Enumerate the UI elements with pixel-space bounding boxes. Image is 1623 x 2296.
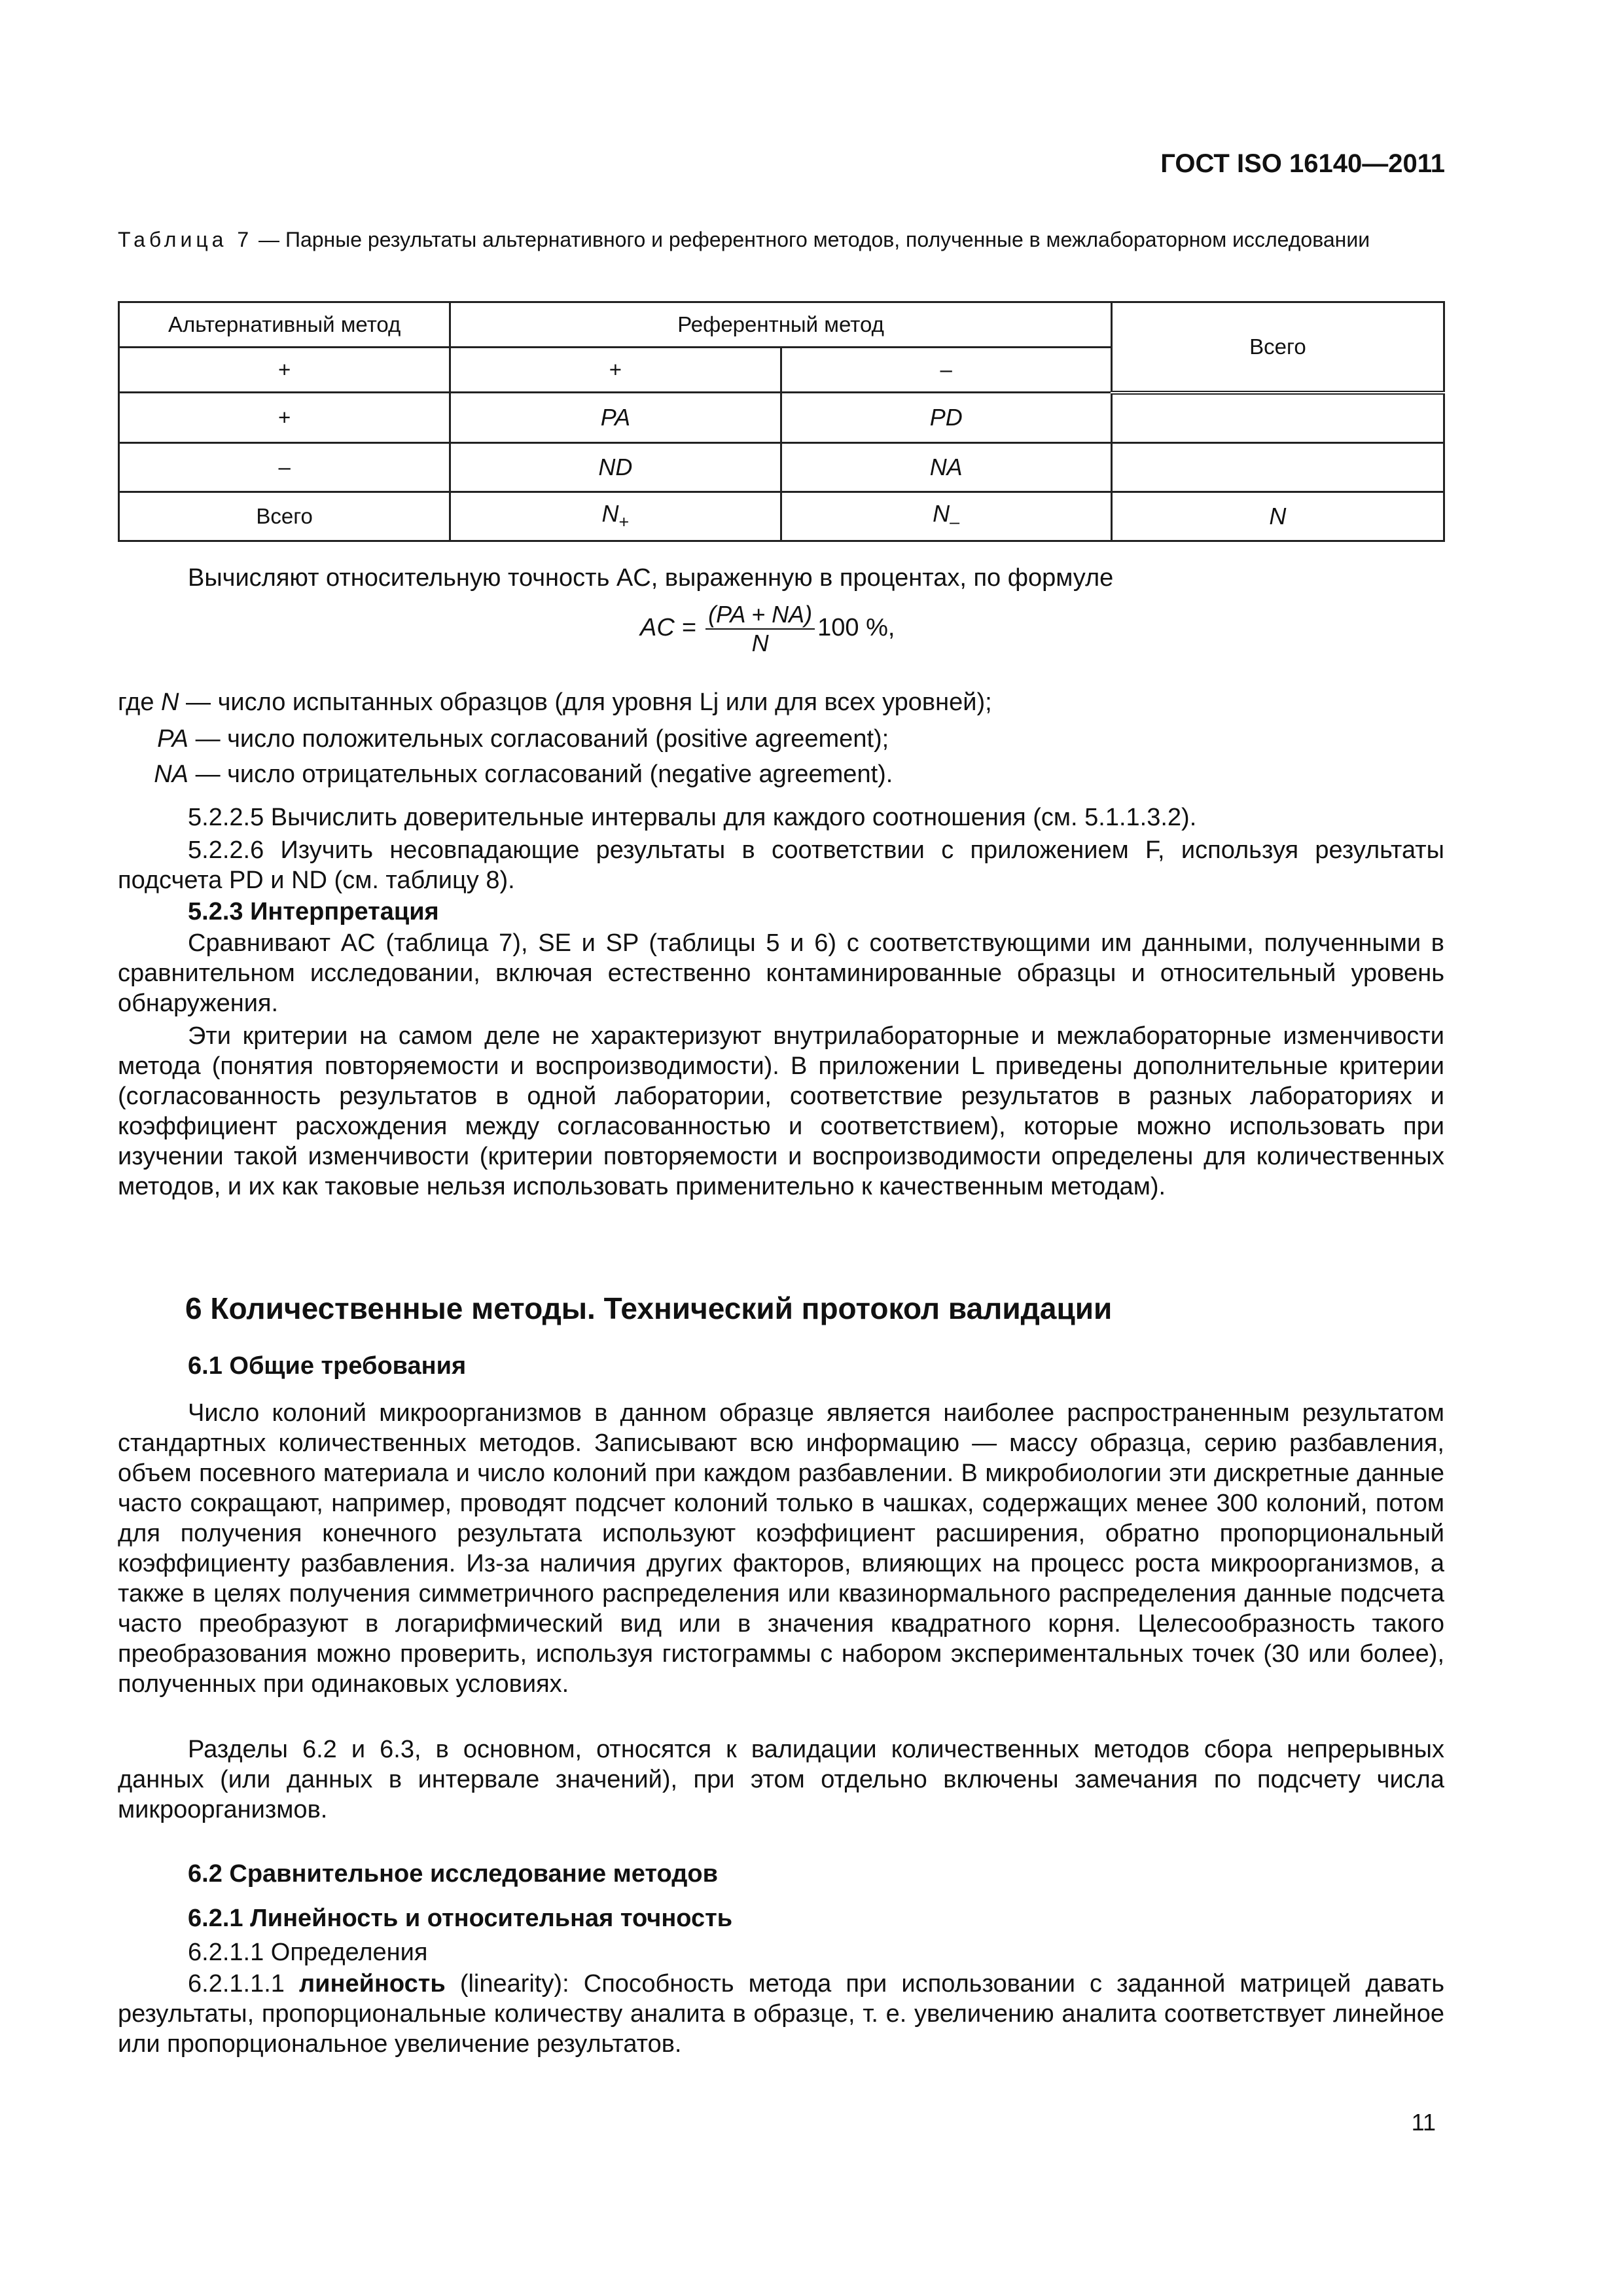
cell-n-minus: $N_-$ (781, 492, 1111, 541)
heading-5-2-3: 5.2.3 Интерпретация (188, 898, 439, 925)
cell-total-label: Всего (119, 492, 450, 541)
heading-6-2-1: 6.2.1 Линейность и относительная точность (188, 1905, 733, 1932)
paragraph-5-2-3-b: Эти критерии на самом деле не характеризуют внутрилабораторные и межлабораторные изменчивости метода (понятия повторяемости и воспроизводимости). В приложении L приведены дополнительные критерии (согласованность результатов в одной лаборатории, соответствие результатов в разных лабораториях и коэффициент расхождения между согласованностью и соответствием), которые можно использовать при изучении такой изменчивости (критерии повторяемости и воспроизводимости определены для количественных методов, и их как таковые нельзя использовать применительно к качественным методам). (118, 1022, 1444, 1200)
standard-header: ГОСТ ISO 16140—2011 (1160, 149, 1445, 178)
paragraph-6-2-1-1-1: 6.2.1.1.1 линейность (linearity): Способность метода при использовании с заданной матрицей давать результаты, пропорциональные количеству аналита в образце, т. е. увеличению аналита соответствует линейное или пропорциональное увеличение результатов. (118, 1970, 1444, 2058)
cell-total (1111, 442, 1444, 492)
paragraph-5-2-2-5: 5.2.2.5 Вычислить доверительные интервалы для каждого соотношения (см. 5.1.1.3.2). (188, 804, 1197, 831)
heading-section-6: 6 Количественные методы. Технический протокол валидации (185, 1291, 1113, 1325)
cell-n-total: N (1111, 492, 1444, 541)
subheader-ref-minus: – (781, 348, 1111, 393)
where-line: PA — число положительных согласований (positive agreement); (157, 725, 889, 753)
formula-numerator: (PA + NA) (705, 601, 815, 630)
cell-n-plus: $N_+$ (450, 492, 781, 541)
formula-fraction (705, 601, 815, 657)
col-header-alternative: Альтернативный метод (119, 302, 450, 348)
cell-alt: – (119, 442, 450, 492)
paragraph-5-2-3-a: Сравнивают AC (таблица 7), SE и SP (таблицы 5 и 6) с соответствующими им данными, полученными в сравнительном исследовании, включая естественно контаминированные образцы и относительный уровень обнаружения. (118, 929, 1444, 1017)
cell-total (1111, 393, 1444, 443)
where-line: где N — число испытанных образцов (для уровня Lj или для всех уровней); (118, 689, 992, 716)
paragraph-6-2-1-1: 6.2.1.1 Определения (188, 1939, 428, 1966)
formula-ac (640, 601, 895, 657)
formula-lhs: AC = (640, 614, 696, 642)
heading-6-1: 6.1 Общие требования (188, 1352, 467, 1380)
cell-ref-minus: PD (781, 393, 1111, 443)
cell-ref-plus: PA (450, 393, 781, 443)
heading-6-2: 6.2 Сравнительное исследование методов (188, 1860, 718, 1888)
cell-ref-plus: ND (450, 442, 781, 492)
where-line: NA — число отрицательных согласований (negative agreement). (154, 761, 893, 788)
table-caption-text: — Парные результаты альтернативного и референтного методов, полученные в межлабораторном исследовании (253, 228, 1370, 251)
cell-alt: + (119, 393, 450, 443)
table-total-row (119, 492, 1444, 541)
table-row (119, 393, 1444, 443)
paragraph-5-2-2-6: 5.2.2.6 Изучить несовпадающие результаты в соответствии с приложением F, используя результаты подсчета PD и ND (см. таблицу 8). (118, 836, 1444, 894)
subheader-ref-plus: + (450, 348, 781, 393)
table-caption (118, 226, 1444, 253)
formula-intro: Вычисляют относительную точность AC, выраженную в процентах, по формуле (188, 564, 1114, 592)
cell-ref-minus: NA (781, 442, 1111, 492)
formula-rhs: 100 %, (817, 614, 895, 642)
table-row (119, 442, 1444, 492)
paragraph-6-1-b: Разделы 6.2 и 6.3, в основном, относятся к валидации количественных методов сбора непрерывных данных (или данных в интервале значений), при этом отдельно включены замечания по подсчету числа микроорганизмов. (118, 1736, 1444, 1823)
table-caption-label: Таблица 7 (118, 228, 253, 251)
col-header-reference: Референтный метод (450, 302, 1112, 348)
page-number: 11 (1411, 2109, 1436, 2136)
subheader-alt-plus: + (119, 348, 450, 393)
col-header-total: Всего (1111, 302, 1444, 393)
formula-denominator: N (751, 630, 769, 656)
paragraph-6-1-a: Число колоний микроорганизмов в данном образце является наиболее распространенным результатом стандартных количественных методов. Записывают всю информацию — массу образца, серию разбавления, объем посевного материала и число колоний при каждом разбавлении. В микробиологии эти дискретные данные часто сокращают, например, проводят подсчет колоний только в чашках, содержащих менее 300 колоний, потом для получения конечного результата используют коэффициент расширения, обратно пропорциональный коэффициенту разбавления. Из-за наличия других факторов, влияющих на процесс роста микроорганизмов, а также в целях получения симметричного распределения или квазинормального распределения данные подсчета часто преобразуют в логарифмический вид или в значения квадратного корня. Целесообразность такого преобразования можно проверить, используя гистограммы с набором экспериментальных точек (30 или более), полученных при одинаковых условиях. (118, 1399, 1444, 1698)
table-7 (118, 301, 1445, 542)
